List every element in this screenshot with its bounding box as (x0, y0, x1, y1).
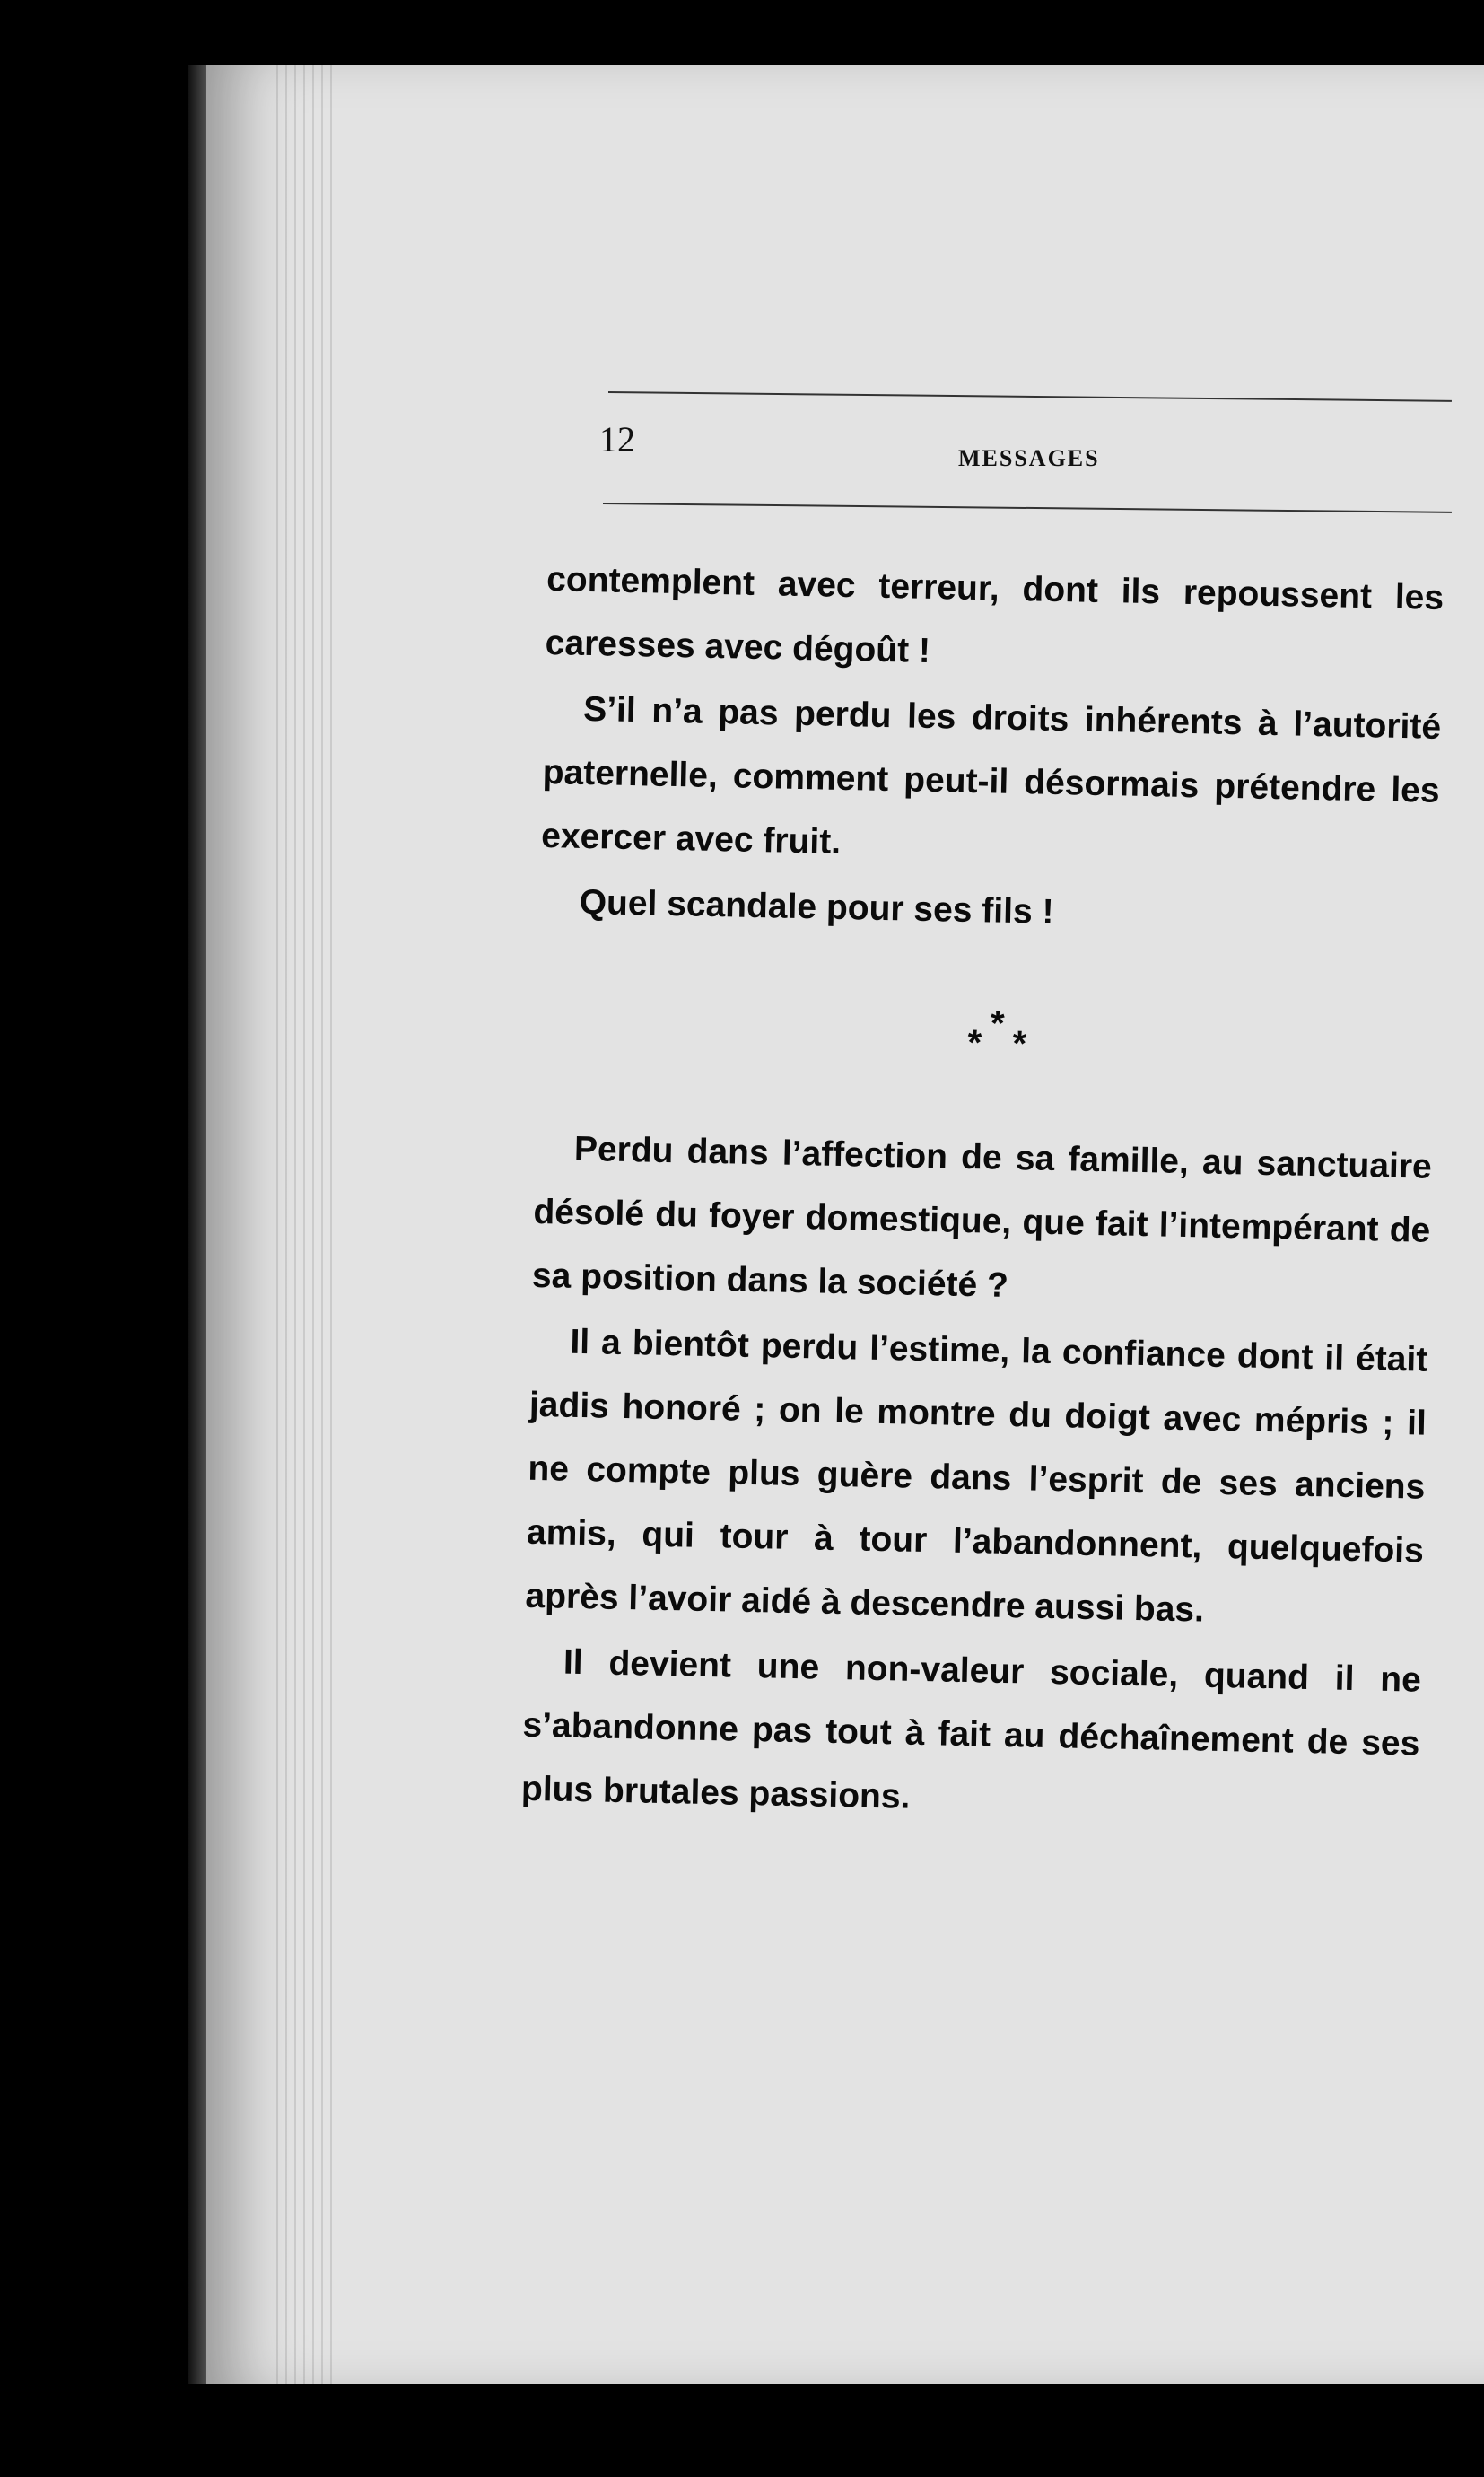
body-text (520, 547, 1444, 1840)
page-edges (269, 65, 332, 2384)
paragraph-3: Quel scandale pour ses fils ! (579, 882, 1054, 932)
asterism-star-top: * (990, 1003, 1006, 1044)
asterism-star-right: * (1012, 1023, 1027, 1064)
paragraph-1: contemplent avec terreur, dont ils repoussent les caresses avec dégoût ! (545, 559, 1445, 670)
paragraph-4: Perdu dans l’affection de sa famille, au sanctuaire désolé du foyer domestique, que fait l’intempérant de sa position dans la société ? (531, 1129, 1433, 1305)
asterism-star-left: * (967, 1022, 982, 1063)
paragraph-5: Il a bientôt perdu l’estime, la confiance dont il était jadis honoré ; on le montre du doigt avec mépris ; il ne compte plus guère dans l’esprit de ses anciens amis, qui tour à tour l’abandonnent, quelquefois après l’avoir aidé à descendre aussi bas. (525, 1322, 1428, 1630)
asterism (537, 996, 1435, 1069)
paragraph-2: S’il n’a pas perdu les droits inhérents à l’autorité paternelle, comment peut-il désormais prétendre les exercer avec fruit. (540, 689, 1442, 862)
page-number: 12 (599, 419, 635, 460)
paragraph-6: Il devient une non-valeur sociale, quand il ne s’abandonne pas tout à fait au déchaînement de ses plus brutales passions. (520, 1642, 1422, 1816)
running-head: MESSAGES (958, 445, 1100, 471)
